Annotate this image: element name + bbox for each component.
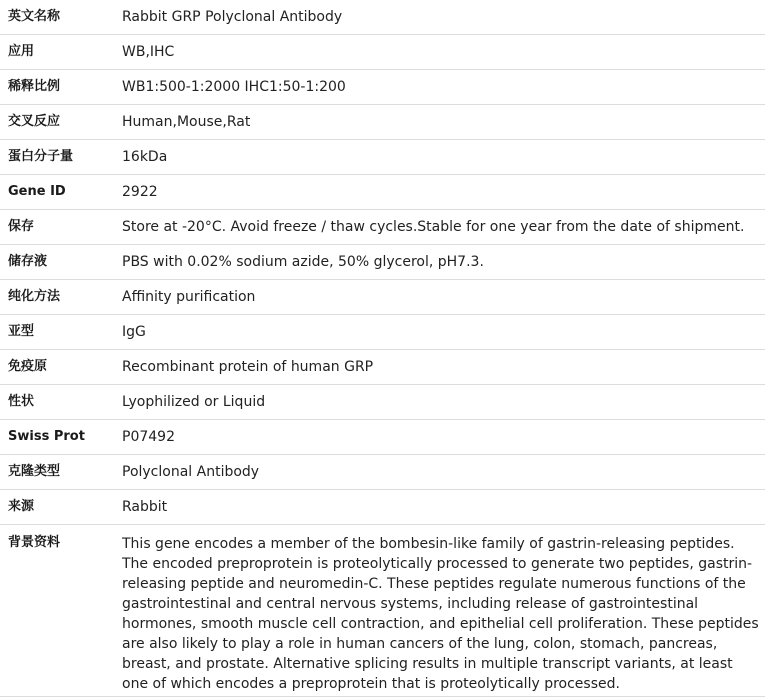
spec-value: 2922 (122, 175, 765, 210)
spec-label: 来源 (0, 490, 122, 525)
spec-row-host (0, 490, 765, 525)
spec-value: PBS with 0.02% sodium azide, 50% glycerol, pH7.3. (122, 245, 765, 280)
spec-label: 稀释比例 (0, 70, 122, 105)
spec-value: Rabbit GRP Polyclonal Antibody (122, 0, 765, 35)
spec-row-swiss-prot (0, 420, 765, 455)
spec-value: Affinity purification (122, 280, 765, 315)
spec-row-application (0, 35, 765, 70)
spec-value: 16kDa (122, 140, 765, 175)
spec-row-gene-id (0, 175, 765, 210)
spec-label: 克隆类型 (0, 455, 122, 490)
spec-value: IgG (122, 315, 765, 350)
spec-row-molecular-weight (0, 140, 765, 175)
spec-value: P07492 (122, 420, 765, 455)
spec-label: 英文名称 (0, 0, 122, 35)
spec-label: Gene ID (0, 175, 122, 210)
spec-row-storage-buffer (0, 245, 765, 280)
spec-row-storage (0, 210, 765, 245)
spec-label: 应用 (0, 35, 122, 70)
spec-label: 免疫原 (0, 350, 122, 385)
spec-row-purification (0, 280, 765, 315)
spec-row-isotype (0, 315, 765, 350)
spec-value: WB,IHC (122, 35, 765, 70)
spec-row-form (0, 385, 765, 420)
spec-value: This gene encodes a member of the bombesin-like family of gastrin-releasing peptides. The encoded preproprotein is proteolytically processed to generate two peptides, gastrin-releasing peptide and neuromedin-C. These peptides regulate numerous functions of the gastrointestinal and central nervous systems, including release of gastrointestinal hormones, smooth muscle cell contraction, and epithelial cell proliferation. These peptides are also likely to play a role in human cancers of the lung, colon, stomach, pancreas, breast, and prostate. Alternative splicing results in multiple transcript variants, at least one of which encodes a preproprotein that is proteolytically processed. (122, 525, 765, 697)
spec-label: 纯化方法 (0, 280, 122, 315)
spec-label: 蛋白分子量 (0, 140, 122, 175)
spec-label: 性状 (0, 385, 122, 420)
spec-label: 亚型 (0, 315, 122, 350)
spec-label: 交叉反应 (0, 105, 122, 140)
spec-row-dilution (0, 70, 765, 105)
spec-value: Recombinant protein of human GRP (122, 350, 765, 385)
spec-label: Swiss Prot (0, 420, 122, 455)
spec-row-clonality (0, 455, 765, 490)
spec-value: WB1:500-1:2000 IHC1:50-1:200 (122, 70, 765, 105)
spec-value: Lyophilized or Liquid (122, 385, 765, 420)
spec-label: 储存液 (0, 245, 122, 280)
spec-row-cross-reactivity (0, 105, 765, 140)
spec-row-english-name (0, 0, 765, 35)
spec-value: Polyclonal Antibody (122, 455, 765, 490)
spec-value: Rabbit (122, 490, 765, 525)
spec-label: 保存 (0, 210, 122, 245)
spec-value: Store at -20°C. Avoid freeze / thaw cycles.Stable for one year from the date of shipment. (122, 210, 765, 245)
spec-label: 背景资料 (0, 525, 122, 697)
spec-value: Human,Mouse,Rat (122, 105, 765, 140)
spec-row-immunogen (0, 350, 765, 385)
spec-row-background (0, 525, 765, 697)
